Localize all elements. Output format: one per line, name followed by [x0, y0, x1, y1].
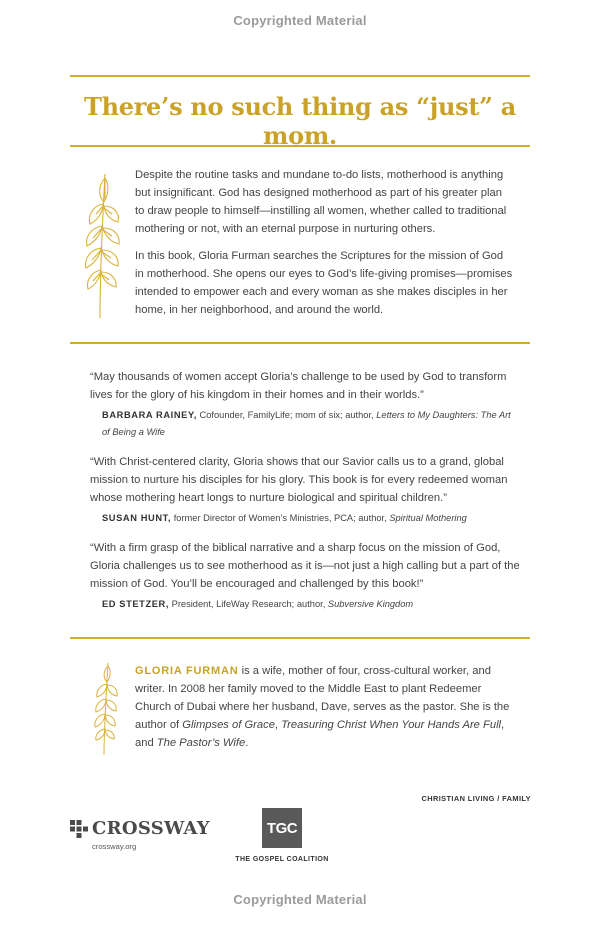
- divider-headline: [70, 145, 530, 147]
- description: [135, 166, 513, 328]
- endorsement-quote: “With Christ-centered clarity, Gloria shows that our Savior calls us to a grand, global mission to nurture his disciples for his glory. This book is for every redeemed woman whose mothering heart longs to nurture biological and spiritual children.”: [90, 456, 508, 504]
- endorsements: [90, 368, 520, 613]
- category-label: CHRISTIAN LIVING / FAMILY: [421, 794, 531, 803]
- book-title: Treasuring Christ When Your Hands Are Full: [281, 719, 502, 731]
- tgc-logo: [262, 808, 302, 848]
- author-bio: [135, 662, 513, 752]
- coalition-name: THE GOSPEL COALITION: [235, 856, 329, 863]
- endorsement: [90, 539, 520, 613]
- bio-separator: , and: [135, 719, 505, 749]
- endorser-role: President, LifeWay Research; author,: [169, 599, 328, 609]
- watermark-bottom: Copyrighted Material: [233, 892, 367, 907]
- divider-endorsements: [70, 637, 530, 639]
- endorsement: [90, 453, 520, 527]
- watermark-top: Copyrighted Material: [233, 13, 367, 28]
- endorsement-quote: “With a firm grasp of the biblical narrative and a sharp focus on the mission of God, Gloria challenges us to see motherhood as it is—not just a high calling but a part of the mission of God. You’ll be encouraged and challenged by this book!”: [90, 542, 520, 590]
- wheat-sprig-icon: [78, 170, 126, 320]
- publisher-name: CROSSWAY: [92, 818, 210, 839]
- publisher-url: crossway.org: [92, 842, 137, 851]
- bio-end: .: [245, 737, 249, 749]
- bio-text: is a wife, mother of four, cross-cultural worker, and writer. In 2008 her family moved to the Middle East to plant Redeemer Church of Dubai where her husband, Dave, serves as the pastor. She is the author of: [135, 665, 510, 731]
- endorser-role: Cofounder, FamilyLife; mom of six; author,: [196, 410, 377, 420]
- bio-separator: ,: [274, 719, 282, 731]
- endorser-work: Subversive Kingdom: [327, 599, 414, 609]
- endorser-name: SUSAN HUNT,: [102, 513, 172, 523]
- crossway-mark-icon: [70, 820, 88, 838]
- crossway-logo: [70, 818, 210, 851]
- tgc-logo-text: TGC: [266, 819, 298, 837]
- endorser-name: BARBARA RAINEY,: [102, 410, 197, 420]
- headline: There’s no such thing as “just” a mom.: [84, 92, 516, 150]
- book-title: The Pastor’s Wife: [156, 737, 246, 749]
- endorsement-attribution: [102, 596, 520, 613]
- book-title: Glimpses of Grace: [182, 719, 275, 731]
- endorsement-quote: “May thousands of women accept Gloria’s challenge to be used by God to transform lives for the glory of his kingdom in their homes and in their worlds.”: [90, 371, 507, 401]
- divider-description: [70, 342, 530, 344]
- wheat-sprig-small-icon: [88, 660, 124, 756]
- endorsement-attribution: [102, 510, 520, 527]
- endorser-work: Spiritual Mothering: [389, 513, 467, 523]
- endorser-name: ED STETZER,: [102, 599, 170, 609]
- divider-top: [70, 75, 530, 77]
- endorser-role: former Director of Women’s Ministries, PCA; author,: [171, 513, 390, 523]
- endorsement: [90, 368, 520, 441]
- description-paragraph-1: Despite the routine tasks and mundane to-do lists, motherhood is anything but insignificant. God has designed motherhood as part of his greater plan to draw people to himself—instilling all women, whether called to traditional mothering or not, with an eternal purpose in nurturing others.: [135, 169, 507, 235]
- endorsement-attribution: [102, 407, 520, 441]
- author-name: GLORIA FURMAN: [135, 665, 239, 677]
- description-paragraph-2: In this book, Gloria Furman searches the Scriptures for the mission of God in motherhood. She opens our eyes to God’s life-giving promises—promises intended to empower each and every woman as she makes disciples in her home, in her neighborhood, and around the world.: [135, 250, 513, 316]
- endorser-work: Letters to My Daughters: The Art of Being a Wife: [102, 410, 511, 437]
